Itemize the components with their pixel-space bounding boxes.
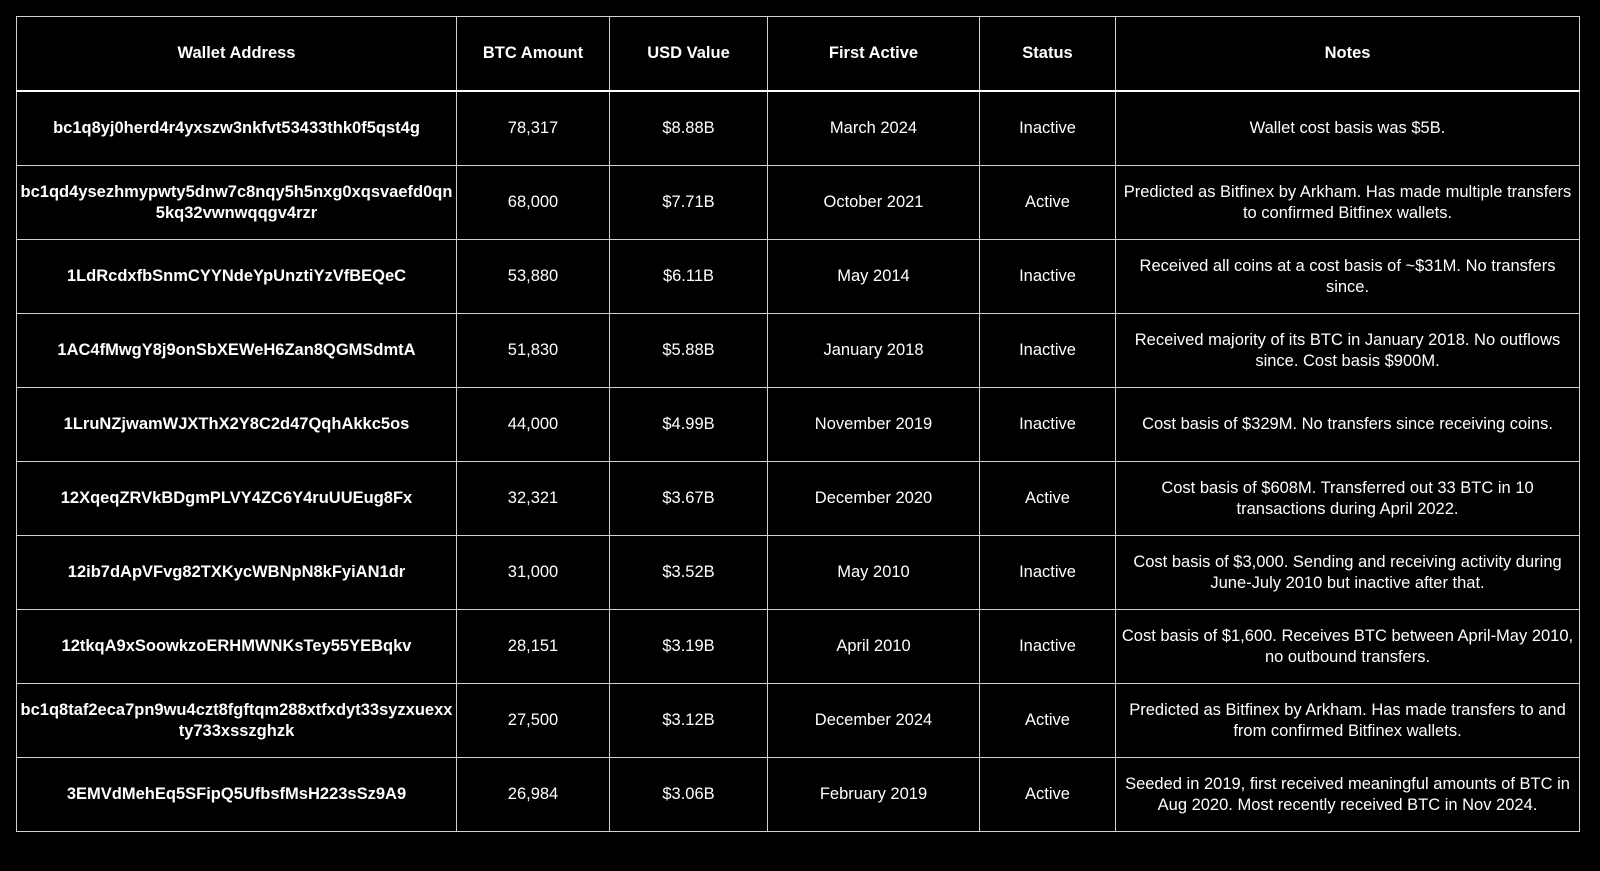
wallet-address-cell[interactable]: 12tkqA9xSoowkzoERHMWNKsTey55YEBqkv [17, 610, 457, 684]
status-cell: Active [980, 462, 1116, 536]
status-cell: Inactive [980, 240, 1116, 314]
usd-value-cell: $8.88B [610, 91, 768, 166]
usd-value-cell: $3.06B [610, 758, 768, 832]
table-row [17, 610, 1580, 684]
first-active-cell: December 2020 [768, 462, 980, 536]
notes-cell: Cost basis of $1,600. Receives BTC between April-May 2010, no outbound transfers. [1116, 610, 1580, 684]
usd-value-cell: $6.11B [610, 240, 768, 314]
wallet-address-cell[interactable]: 3EMVdMehEq5SFipQ5UfbsfMsH223sSz9A9 [17, 758, 457, 832]
usd-value-cell: $3.52B [610, 536, 768, 610]
usd-value-cell: $3.19B [610, 610, 768, 684]
wallet-address-cell[interactable]: bc1q8taf2eca7pn9wu4czt8fgftqm288xtfxdyt33syzxuexxty733xsszghzk [17, 684, 457, 758]
table-row [17, 240, 1580, 314]
status-cell: Active [980, 684, 1116, 758]
btc-amount-cell: 51,830 [457, 314, 610, 388]
wallet-address-cell[interactable]: 12ib7dApVFvg82TXKycWBNpN8kFyiAN1dr [17, 536, 457, 610]
wallet-address-cell[interactable]: 12XqeqZRVkBDgmPLVY4ZC6Y4ruUUEug8Fx [17, 462, 457, 536]
header-status[interactable]: Status [980, 17, 1116, 92]
header-btc-amount[interactable]: BTC Amount [457, 17, 610, 92]
usd-value-cell: $5.88B [610, 314, 768, 388]
header-row [17, 17, 1580, 92]
first-active-cell: January 2018 [768, 314, 980, 388]
table-row [17, 758, 1580, 832]
table-header [17, 17, 1580, 92]
usd-value-cell: $7.71B [610, 166, 768, 240]
table-row [17, 388, 1580, 462]
header-notes[interactable]: Notes [1116, 17, 1580, 92]
notes-cell: Cost basis of $608M. Transferred out 33 BTC in 10 transactions during April 2022. [1116, 462, 1580, 536]
table-row [17, 314, 1580, 388]
wallet-table [16, 16, 1580, 832]
wallet-address-cell[interactable]: 1LdRcdxfbSnmCYYNdeYpUnztiYzVfBEQeC [17, 240, 457, 314]
notes-cell: Cost basis of $329M. No transfers since receiving coins. [1116, 388, 1580, 462]
btc-amount-cell: 78,317 [457, 91, 610, 166]
notes-cell: Received majority of its BTC in January 2018. No outflows since. Cost basis $900M. [1116, 314, 1580, 388]
btc-amount-cell: 31,000 [457, 536, 610, 610]
first-active-cell: April 2010 [768, 610, 980, 684]
btc-amount-cell: 32,321 [457, 462, 610, 536]
wallet-address-cell[interactable]: 1AC4fMwgY8j9onSbXEWeH6Zan8QGMSdmtA [17, 314, 457, 388]
first-active-cell: March 2024 [768, 91, 980, 166]
usd-value-cell: $4.99B [610, 388, 768, 462]
notes-cell: Wallet cost basis was $5B. [1116, 91, 1580, 166]
header-first-active[interactable]: First Active [768, 17, 980, 92]
table-row [17, 166, 1580, 240]
first-active-cell: February 2019 [768, 758, 980, 832]
first-active-cell: December 2024 [768, 684, 980, 758]
status-cell: Inactive [980, 610, 1116, 684]
usd-value-cell: $3.12B [610, 684, 768, 758]
btc-amount-cell: 26,984 [457, 758, 610, 832]
first-active-cell: May 2014 [768, 240, 980, 314]
status-cell: Active [980, 758, 1116, 832]
table-body [17, 91, 1580, 832]
notes-cell: Cost basis of $3,000. Sending and receiving activity during June-July 2010 but inactive after that. [1116, 536, 1580, 610]
first-active-cell: May 2010 [768, 536, 980, 610]
wallet-table-container [16, 16, 1579, 832]
wallet-address-cell[interactable]: 1LruNZjwamWJXThX2Y8C2d47QqhAkkc5os [17, 388, 457, 462]
status-cell: Inactive [980, 91, 1116, 166]
notes-cell: Seeded in 2019, first received meaningful amounts of BTC in Aug 2020. Most recently received BTC in Nov 2024. [1116, 758, 1580, 832]
status-cell: Inactive [980, 314, 1116, 388]
table-row [17, 462, 1580, 536]
notes-cell: Predicted as Bitfinex by Arkham. Has made transfers to and from confirmed Bitfinex wallets. [1116, 684, 1580, 758]
btc-amount-cell: 28,151 [457, 610, 610, 684]
first-active-cell: October 2021 [768, 166, 980, 240]
btc-amount-cell: 68,000 [457, 166, 610, 240]
notes-cell: Received all coins at a cost basis of ~$31M. No transfers since. [1116, 240, 1580, 314]
notes-cell: Predicted as Bitfinex by Arkham. Has made multiple transfers to confirmed Bitfinex wallets. [1116, 166, 1580, 240]
status-cell: Inactive [980, 388, 1116, 462]
status-cell: Inactive [980, 536, 1116, 610]
table-row [17, 536, 1580, 610]
btc-amount-cell: 44,000 [457, 388, 610, 462]
btc-amount-cell: 27,500 [457, 684, 610, 758]
table-row [17, 91, 1580, 166]
table-row [17, 684, 1580, 758]
header-wallet-address[interactable]: Wallet Address [17, 17, 457, 92]
usd-value-cell: $3.67B [610, 462, 768, 536]
wallet-address-cell[interactable]: bc1qd4ysezhmypwty5dnw7c8nqy5h5nxg0xqsvaefd0qn5kq32vwnwqqgv4rzr [17, 166, 457, 240]
status-cell: Active [980, 166, 1116, 240]
header-usd-value[interactable]: USD Value [610, 17, 768, 92]
first-active-cell: November 2019 [768, 388, 980, 462]
wallet-address-cell[interactable]: bc1q8yj0herd4r4yxszw3nkfvt53433thk0f5qst4g [17, 91, 457, 166]
btc-amount-cell: 53,880 [457, 240, 610, 314]
